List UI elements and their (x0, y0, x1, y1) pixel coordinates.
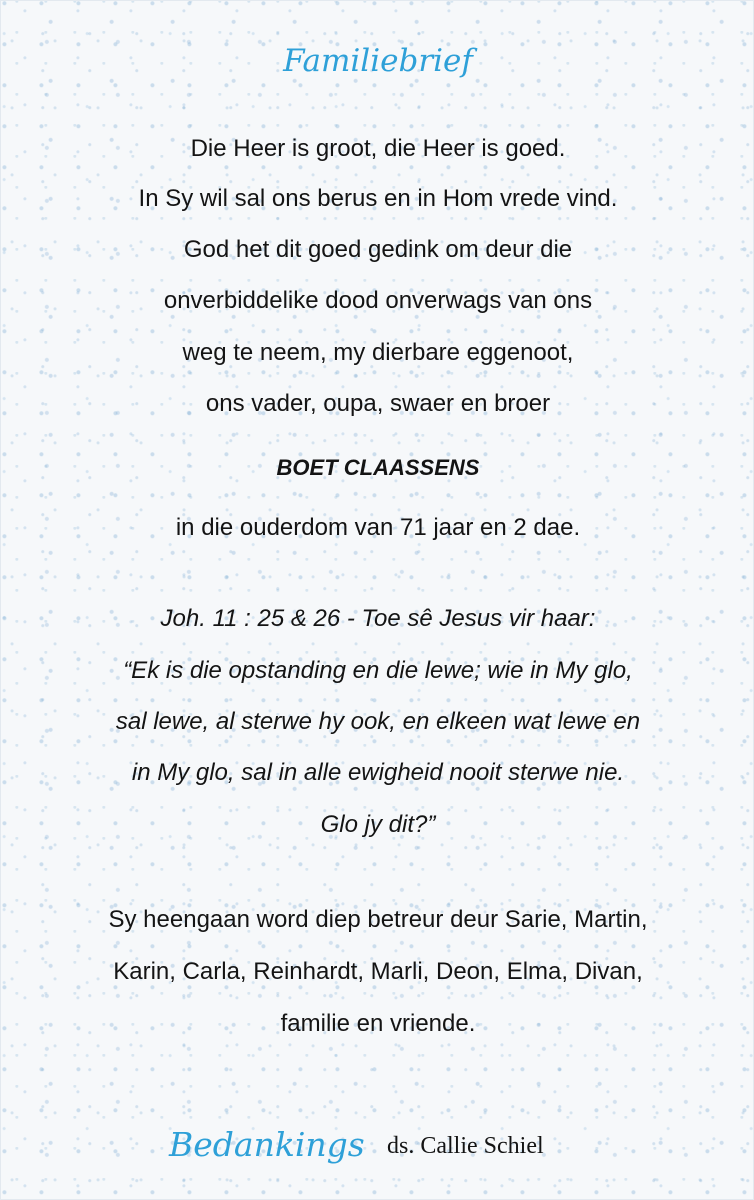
verse-line: God het dit goed gedink om deur die (183, 236, 573, 263)
mourners-line: Sy heengaan word diep betreur deur Sarie, Martin, (108, 906, 648, 933)
thanks-label: Bedankings (169, 1125, 365, 1164)
scripture-line: Glo jy dit?” (320, 811, 436, 838)
scripture-line: sal lewe, al sterwe hy ook, en elkeen wat lewe en (115, 708, 641, 735)
card-title: Familiebrief (283, 43, 473, 79)
scripture-line: in My glo, sal in alle ewigheid nooit sterwe nie. (131, 759, 625, 786)
age-line: in die ouderdom van 71 jaar en 2 dae. (175, 514, 581, 541)
minister-name: ds. Callie Schiel (387, 1133, 544, 1159)
mourners-line: familie en vriende. (280, 1010, 476, 1037)
scripture-line: Joh. 11 : 25 & 26 - Toe sê Jesus vir haar: (160, 605, 596, 632)
verse-line: weg te neem, my dierbare eggenoot, (182, 339, 574, 366)
deceased-name: BOET CLAASSENS (276, 455, 480, 480)
verse-line: onverbiddelike dood onverwags van ons (163, 287, 593, 314)
card-footer (1, 1125, 754, 1169)
mourners-line: Karin, Carla, Reinhardt, Marli, Deon, Elma, Divan, (113, 958, 643, 985)
verse-line: Die Heer is groot, die Heer is goed. (190, 135, 566, 162)
verse-line: ons vader, oupa, swaer en broer (205, 390, 551, 417)
verse-line: In Sy wil sal ons berus en in Hom vrede vind. (138, 185, 618, 212)
scripture-line: “Ek is die opstanding en die lewe; wie in My glo, (123, 657, 633, 684)
